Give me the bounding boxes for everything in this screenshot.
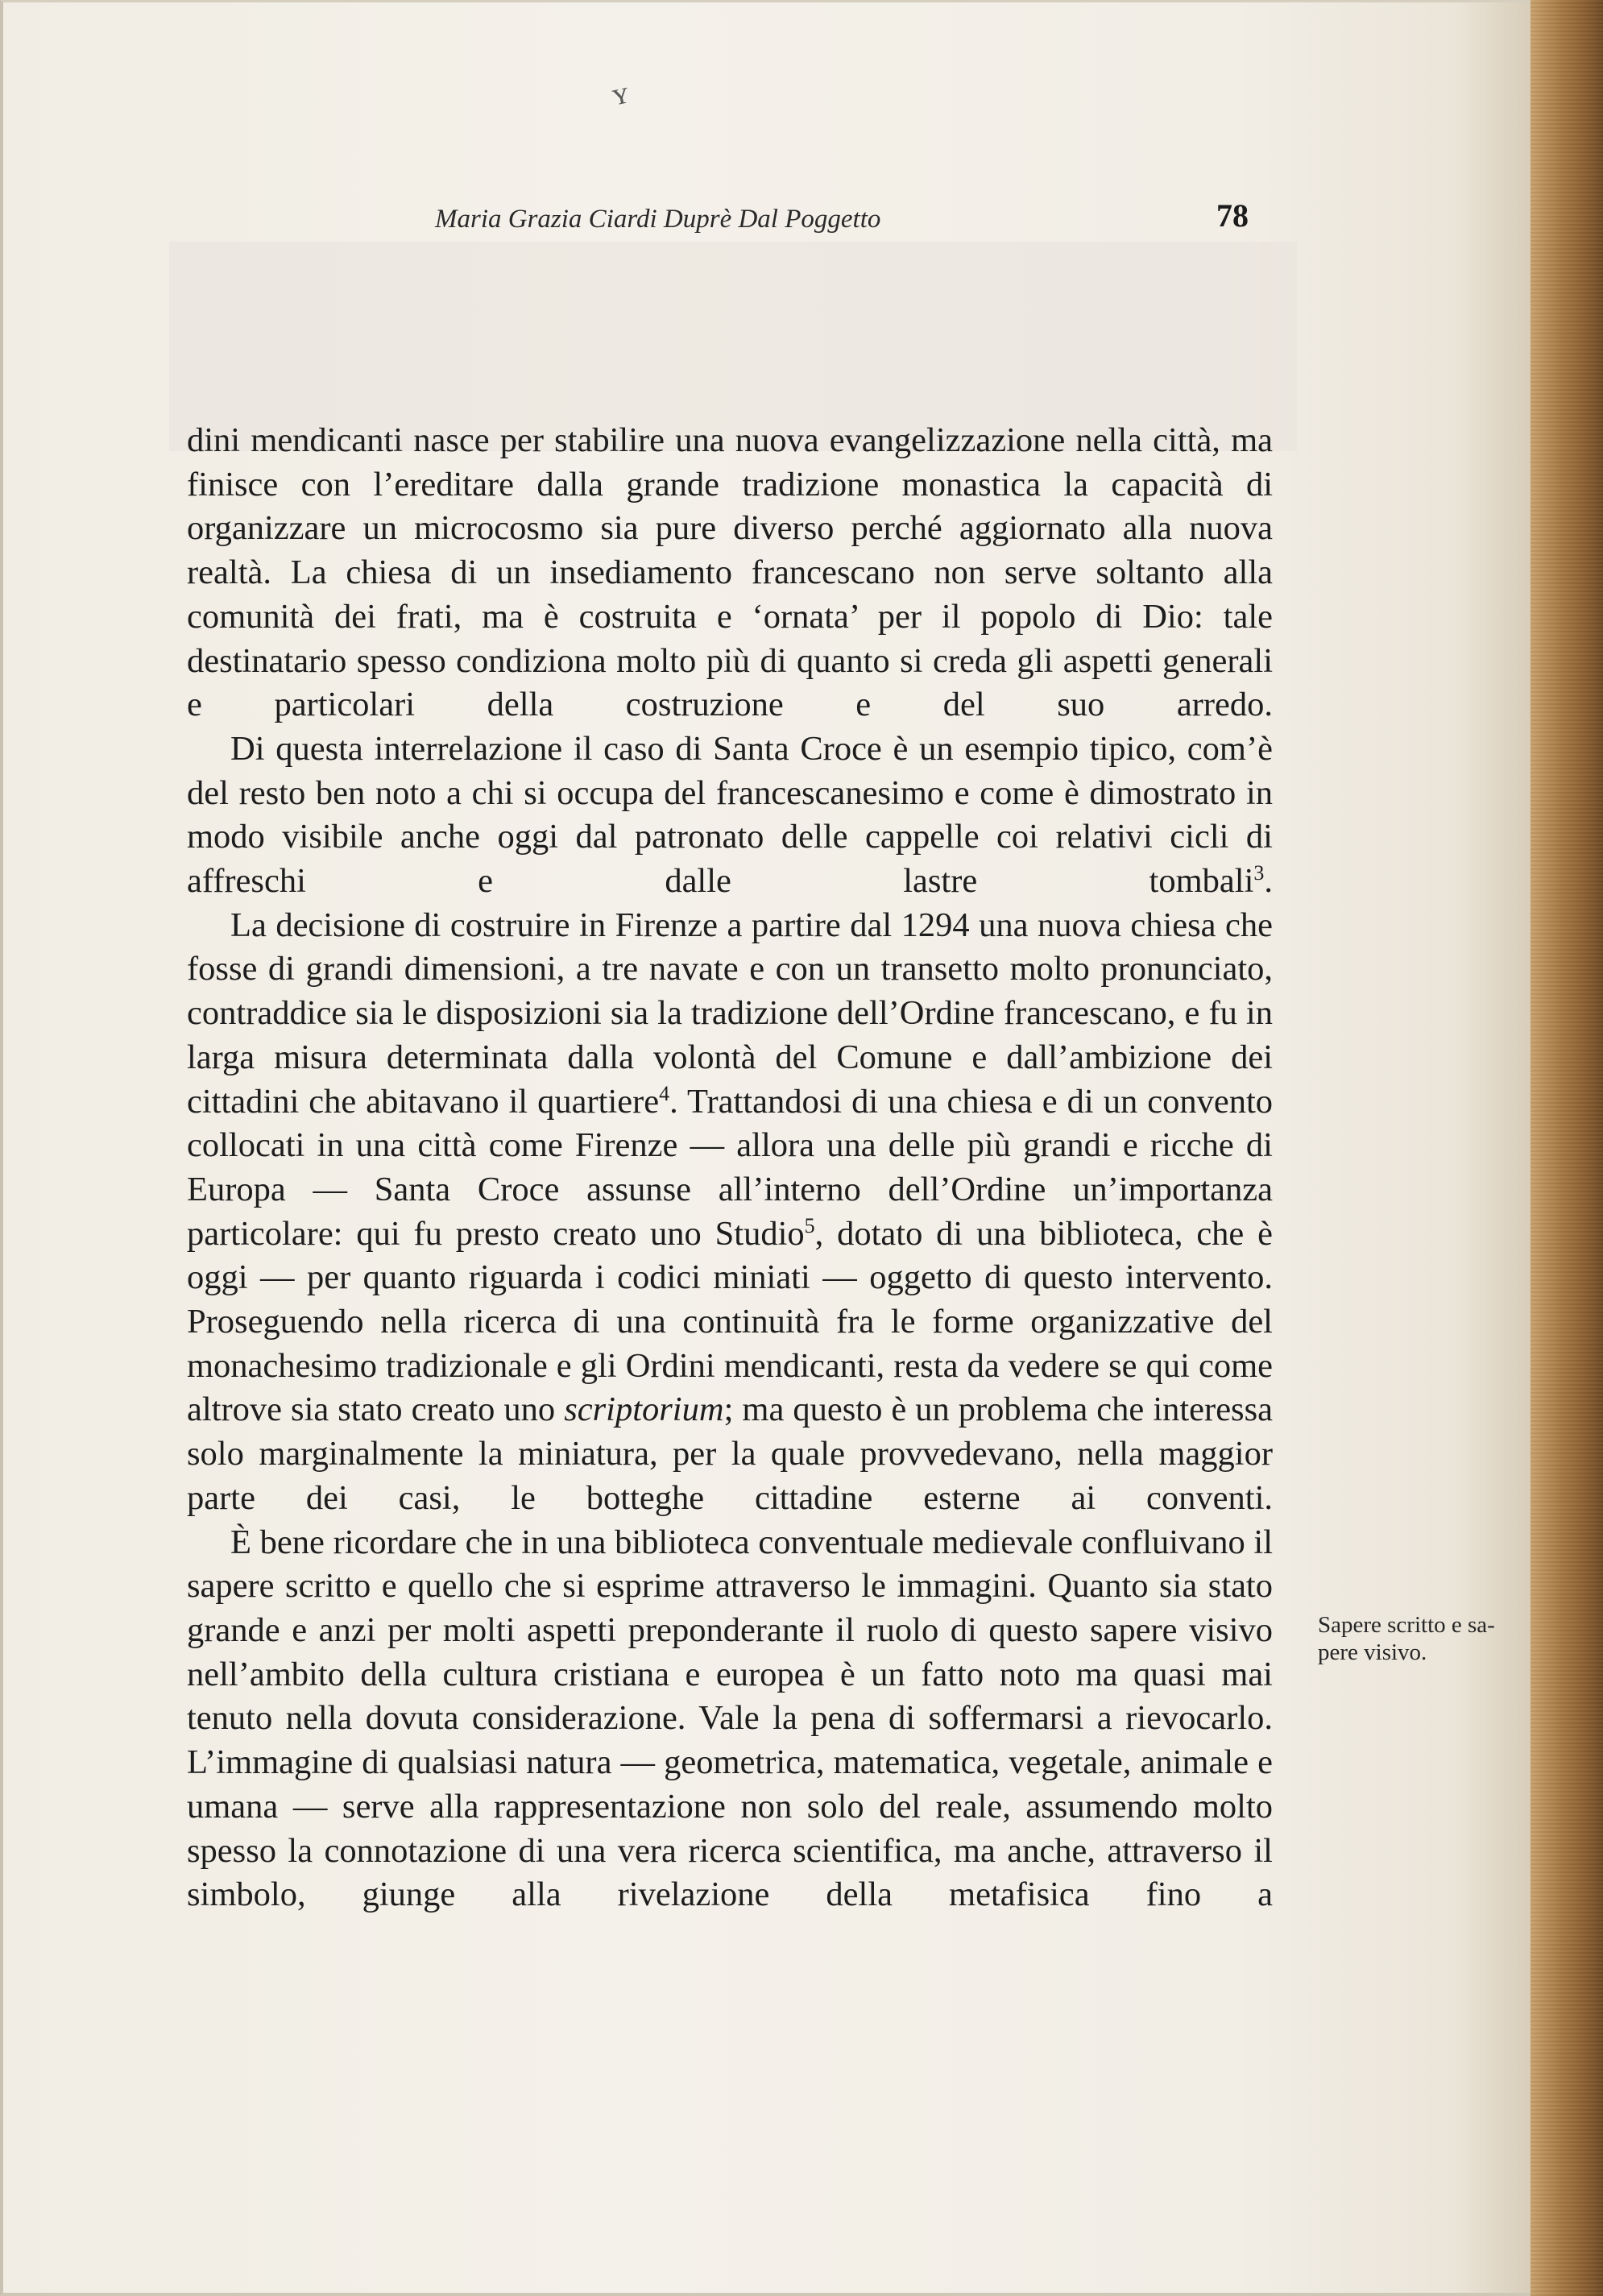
margin-note-line-1: Sapere scritto e sa- (1318, 1612, 1495, 1638)
paragraph-2 (187, 727, 1273, 904)
page-number: 78 (1216, 197, 1249, 234)
paragraph-3 (187, 904, 1273, 1521)
paragraph-4: È bene ricordare che in una biblioteca conventuale medievale confluivano il sapere scritto e quello che si esprime attraverso le immagini. Quanto sia stato grande e anzi per molti aspetti preponderante il ruolo di questo sapere visivo nell’ambito della cultura cristiana e europea è un fatto noto ma quasi mai tenuto nella dovuta considerazione. Vale la pena di soffermarsi a rievocarlo. L’immagine di qualsiasi natura — geometrica, matematica, vegetale, animale e umana — serve alla rappresentazione non solo del reale, assumendo molto spesso la connotazione di una vera ricerca scientifica, ma anche, attraverso il simbolo, giunge alla rivelazione della metafisica fino a (187, 1523, 1273, 1914)
italic-term: scriptorium (564, 1390, 724, 1429)
footnote-ref-4: 4 (659, 1081, 670, 1105)
paragraph-3-text-b: . Trattandosi di una chiesa e di un convento collocati in una città come Firenze — allora una delle più grandi e ricche di Europa — Santa Croce assunse all’interno dell’Ordine un’importanza particolare: qui fu presto creato uno Studio (187, 1082, 1273, 1253)
body-text (187, 419, 1273, 1917)
footnote-ref-5: 5 (804, 1213, 815, 1237)
paragraph-1: dini mendicanti nasce per stabilire una nuova evangelizzazione nella città, ma finisce con l’ereditare dalla grande tradizione monastica la capacità di organizzare un microcosmo sia pure diverso perché aggiornato alla nuova realtà. La chiesa di un insediamento francescano non serve soltanto alla comunità dei frati, ma è costruita e ‘ornata’ per il popolo di Dio: tale destinatario spesso condiziona molto più di quanto si creda gli aspetti generali e particolari della costruzione e del suo arredo. (187, 421, 1273, 724)
paragraph-3-text-d: ; ma questo è un problema che interessa solo marginalmente la miniatura, per la quale provvedevano, nella maggior parte dei casi, le botteghe cittadine esterne ai conventi. (187, 1390, 1274, 1517)
footnote-ref-3: 3 (1253, 860, 1265, 885)
paragraph-3-text-a: La decisione di costruire in Firenze a partire dal 1294 una nuova chiesa che fosse di grandi dimensioni, a tre navate e con un transetto molto pronunciato, contraddice sia le disposizioni sia la tradizione dell’Ordine francescano, e fu in larga misura determinata dalla volontà del Comune e dall’ambizione dei cittadini che abitavano il quartiere (187, 906, 1273, 1121)
page-header (435, 197, 1249, 245)
running-head: Maria Grazia Ciardi Duprè Dal Poggetto (435, 205, 881, 234)
paragraph-2-end: . (1264, 862, 1273, 901)
book-cover-edge (1531, 0, 1603, 2296)
ink-mark-icon: ʏ (608, 73, 632, 113)
paragraph-3-text-c: , dotato di una biblioteca, che è oggi — per quanto riguarda i codici miniati — oggetto di questo intervento. Proseguendo nella ricerca di una continuità fra le forme organizzative del monachesimo tradizionale e gli Ordini mendicanti, resta da vedere se qui come altrove sia stato creato uno (187, 1214, 1273, 1429)
margin-note-line-2: pere visivo. (1318, 1639, 1427, 1665)
margin-note (1318, 1611, 1526, 1666)
paragraph-2-text: Di questa interrelazione il caso di Santa Croce è un esempio tipico, com’è del resto ben noto a chi si occupa del francescanesimo e come è dimostrato in modo visibile anche oggi dal patronato delle cappelle coi relativi cicli di affreschi e dalle lastre tombali (187, 729, 1273, 901)
